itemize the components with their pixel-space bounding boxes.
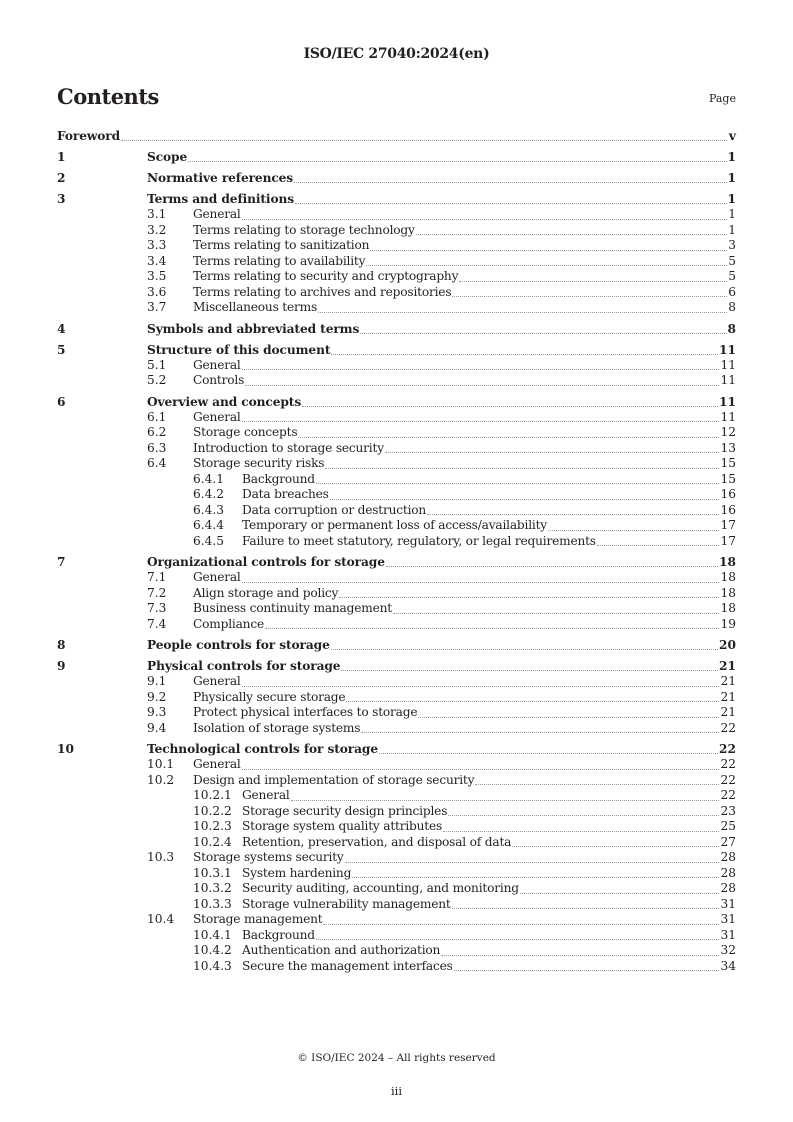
toc-entry-title[interactable]: Compliance xyxy=(193,616,264,631)
toc-entry-number: 10.1 xyxy=(147,757,175,771)
toc-entry-number: 9.1 xyxy=(147,674,167,688)
toc-entry[interactable] xyxy=(57,866,736,882)
toc-entry[interactable] xyxy=(57,788,736,804)
toc-entry-title[interactable]: Authentication and authorization xyxy=(242,943,441,957)
toc-entry-page[interactable]: 22 xyxy=(719,742,736,756)
toc-entry-page[interactable]: 11 xyxy=(720,373,736,387)
toc-entry-number: 3.1 xyxy=(147,207,167,221)
toc-entry-number: 6.4.3 xyxy=(193,502,225,517)
dot-leader xyxy=(339,596,719,598)
dot-leader xyxy=(316,482,720,484)
toc-entry-number: 6.4.4 xyxy=(193,518,225,532)
dot-leader xyxy=(418,716,719,718)
toc-entry[interactable] xyxy=(57,943,736,959)
toc-entry-title[interactable]: Align storage and policy xyxy=(193,585,339,600)
toc-entry-page[interactable]: 5 xyxy=(728,269,736,283)
toc-entry-number: 9 xyxy=(57,659,66,673)
toc-entry-page[interactable]: 16 xyxy=(720,502,736,517)
toc-entry-page[interactable]: 34 xyxy=(720,958,736,973)
dot-leader xyxy=(291,799,720,801)
dot-leader xyxy=(188,160,726,162)
toc-entry-page[interactable]: 13 xyxy=(720,440,736,455)
toc-entry-title[interactable]: Storage system quality attributes xyxy=(242,819,443,833)
toc-entry-number: 10.4.1 xyxy=(193,927,232,942)
toc-entry-page[interactable]: 18 xyxy=(720,585,736,600)
toc-entry-number: 5 xyxy=(57,342,66,357)
dot-leader xyxy=(385,451,720,453)
toc-entry-number: 3.5 xyxy=(147,269,167,283)
toc-entry-page[interactable]: 22 xyxy=(720,757,736,771)
dot-leader xyxy=(242,420,720,422)
toc-entry-page[interactable]: 1 xyxy=(727,171,736,185)
dot-leader xyxy=(121,139,727,141)
toc-entry-title[interactable]: Terms relating to archives and repositories xyxy=(193,284,452,299)
toc-entry[interactable] xyxy=(57,285,736,301)
toc-entry-page[interactable]: 22 xyxy=(720,720,736,735)
toc-entry-title[interactable]: Design and implementation of storage security xyxy=(193,772,475,787)
toc-entry-number: 3.6 xyxy=(147,284,167,299)
toc-entry-number: 10 xyxy=(57,742,74,756)
toc-entry[interactable] xyxy=(57,321,736,337)
toc-entry-page[interactable]: 32 xyxy=(720,943,736,957)
toc-entry-page[interactable]: 27 xyxy=(720,834,736,849)
toc-entry-page[interactable]: 21 xyxy=(720,705,736,719)
toc-entry-page[interactable]: 17 xyxy=(720,518,736,532)
toc-entry-title[interactable]: Failure to meet statutory, regulatory, or legal requirements xyxy=(242,533,596,548)
toc-entry-page[interactable]: 20 xyxy=(719,638,736,652)
toc-entry-title[interactable]: Storage systems security xyxy=(193,850,344,864)
toc-entry[interactable] xyxy=(57,503,736,519)
toc-entry-title[interactable]: Storage security design principles xyxy=(242,803,448,818)
dot-leader xyxy=(393,612,720,614)
toc-entry-title[interactable]: Technological controls for storage xyxy=(147,742,378,756)
toc-entry-page[interactable]: 8 xyxy=(727,321,736,336)
toc-entry-number: 6.4.2 xyxy=(193,487,225,501)
toc-entry-number: 10.2.1 xyxy=(193,788,232,802)
toc-entry-page[interactable]: 18 xyxy=(720,601,736,615)
toc-entry[interactable] xyxy=(57,410,736,426)
toc-entry-number: 3.4 xyxy=(147,253,167,268)
dot-leader xyxy=(459,280,727,282)
toc-entry[interactable] xyxy=(57,674,736,690)
toc-entry-number: 6.4.5 xyxy=(193,533,225,548)
toc-entry-title[interactable]: Terms relating to sanitization xyxy=(193,238,370,252)
toc-entry-title[interactable]: General xyxy=(193,570,241,584)
toc-entry[interactable] xyxy=(57,897,736,913)
toc-entry-number: 10.4.3 xyxy=(193,958,232,973)
toc-entry-title[interactable]: System hardening xyxy=(242,865,352,880)
dot-leader xyxy=(512,845,719,847)
toc-entry-title[interactable]: Physical controls for storage xyxy=(147,659,341,673)
dot-leader xyxy=(386,565,718,567)
toc-entry-title[interactable]: Physically secure storage xyxy=(193,689,346,704)
toc-entry-page[interactable]: 28 xyxy=(720,850,736,864)
contents-title: Contents xyxy=(57,84,159,109)
toc-entry-number: 7.2 xyxy=(147,585,167,600)
dot-leader xyxy=(242,768,720,770)
toc-entry-number: 3.2 xyxy=(147,222,167,237)
toc-entry-title[interactable]: Controls xyxy=(193,373,245,387)
toc-entry-number: 6.3 xyxy=(147,440,167,455)
toc-entry-page[interactable]: 31 xyxy=(720,927,736,942)
dot-leader xyxy=(345,861,720,863)
toc-entry[interactable] xyxy=(57,586,736,602)
toc-entry[interactable] xyxy=(57,456,736,472)
toc-entry[interactable] xyxy=(57,617,736,633)
dot-leader xyxy=(366,264,727,266)
toc-entry-number: 6.1 xyxy=(147,409,167,424)
toc-entry-title[interactable]: Storage security risks xyxy=(193,456,325,470)
toc-entry-page[interactable]: 8 xyxy=(728,300,736,314)
toc-entry-title[interactable]: General xyxy=(193,674,241,688)
toc-entry[interactable] xyxy=(57,959,736,975)
toc-entry-page[interactable]: 15 xyxy=(720,456,736,470)
toc-entry-title[interactable]: Secure the management interfaces xyxy=(242,958,453,973)
toc-entry[interactable] xyxy=(57,487,736,503)
toc-entry-title[interactable]: Business continuity management xyxy=(193,601,392,615)
dot-leader xyxy=(443,830,719,832)
toc-entry-page[interactable]: v xyxy=(728,129,736,143)
toc-entry[interactable] xyxy=(57,223,736,239)
toc-entry[interactable] xyxy=(57,721,736,737)
toc-entry-page[interactable]: 11 xyxy=(719,394,736,409)
toc-entry-number: 10.3 xyxy=(147,850,175,864)
toc-entry-number: 7 xyxy=(57,555,66,569)
toc-entry-title[interactable]: Terms relating to availability xyxy=(193,253,366,268)
dot-leader xyxy=(316,938,720,940)
toc-entry[interactable] xyxy=(57,554,736,570)
dot-leader xyxy=(242,685,720,687)
dot-leader xyxy=(245,384,719,386)
toc-entry[interactable] xyxy=(57,191,736,207)
dot-leader xyxy=(548,529,719,531)
dot-leader xyxy=(295,202,726,204)
toc-entry-title[interactable]: Overview and concepts xyxy=(147,394,302,409)
dot-leader xyxy=(242,368,720,370)
toc-entry[interactable] xyxy=(57,518,736,534)
toc-entry[interactable] xyxy=(57,850,736,866)
toc-entry-page[interactable]: 16 xyxy=(720,487,736,501)
toc-entry-title[interactable]: People controls for storage xyxy=(147,638,330,652)
dot-leader xyxy=(352,876,719,878)
toc-entry-page[interactable]: 21 xyxy=(719,659,736,673)
dot-leader xyxy=(331,353,718,355)
toc-entry-title[interactable]: Security auditing, accounting, and monitoring xyxy=(242,881,519,895)
dot-leader xyxy=(265,627,720,629)
toc-entry-title[interactable]: Structure of this document xyxy=(147,342,331,357)
toc-entry-number: 10.4 xyxy=(147,912,175,926)
toc-entry[interactable] xyxy=(57,269,736,285)
toc-entry[interactable] xyxy=(57,757,736,773)
toc-entry[interactable] xyxy=(57,425,736,441)
dot-leader xyxy=(475,783,719,785)
dot-leader xyxy=(341,669,718,671)
toc-entry[interactable] xyxy=(57,441,736,457)
toc-entry-page[interactable]: 1 xyxy=(728,207,736,221)
toc-entry-title[interactable]: General xyxy=(193,409,241,424)
toc-entry[interactable] xyxy=(57,394,736,410)
toc-entry[interactable] xyxy=(57,912,736,928)
toc-entry-page[interactable]: 11 xyxy=(720,357,736,372)
toc-entry-page[interactable]: 19 xyxy=(720,616,736,631)
toc-entry-title[interactable]: Temporary or permanent loss of access/availability xyxy=(242,518,547,532)
toc-entry-page[interactable]: 25 xyxy=(720,819,736,833)
toc-entry-page[interactable]: 5 xyxy=(728,253,736,268)
toc-entry-number: 10.4.2 xyxy=(193,943,232,957)
toc-entry-number: 3.3 xyxy=(147,238,167,252)
toc-entry[interactable] xyxy=(57,472,736,488)
toc-entry-title[interactable]: Organizational controls for storage xyxy=(147,555,385,569)
toc-entry[interactable] xyxy=(57,690,736,706)
dot-leader xyxy=(452,295,727,297)
document-header: ISO/IEC 27040:2024(en) xyxy=(303,46,490,62)
toc-entry-title[interactable]: General xyxy=(193,357,241,372)
toc-entry-title[interactable]: Storage vulnerability management xyxy=(242,896,451,911)
toc-entry[interactable] xyxy=(57,835,736,851)
toc-entry-title[interactable]: Protect physical interfaces to storage xyxy=(193,705,418,719)
toc-entry-page[interactable]: 12 xyxy=(720,425,736,439)
toc-entry-title[interactable]: Terms and definitions xyxy=(147,192,295,206)
dot-leader xyxy=(597,544,720,546)
toc-entry-number: 9.2 xyxy=(147,689,167,704)
toc-entry-title[interactable]: Storage management xyxy=(193,912,323,926)
toc-entry-page[interactable]: 21 xyxy=(720,674,736,688)
toc-entry-page[interactable]: 15 xyxy=(720,471,736,486)
toc-entry-page[interactable]: 11 xyxy=(720,409,736,424)
toc-entry-number: 10.2 xyxy=(147,772,175,787)
toc-entry-page[interactable]: 6 xyxy=(728,284,736,299)
toc-entry[interactable] xyxy=(57,928,736,944)
toc-entry-title[interactable]: Symbols and abbreviated terms xyxy=(147,321,360,336)
toc-entry[interactable] xyxy=(57,342,736,358)
dot-leader xyxy=(330,498,720,500)
toc-entry[interactable] xyxy=(57,207,736,223)
toc-entry-title[interactable]: Foreword xyxy=(57,129,121,143)
toc-entry-page[interactable]: 1 xyxy=(727,192,736,206)
dot-leader xyxy=(379,752,718,754)
toc-entry-title[interactable]: Isolation of storage systems xyxy=(193,720,361,735)
toc-entry-number: 6 xyxy=(57,394,66,409)
toc-entry[interactable] xyxy=(57,300,736,316)
toc-entry[interactable] xyxy=(57,804,736,820)
dot-leader xyxy=(441,954,719,956)
toc-entry-number: 5.2 xyxy=(147,373,167,387)
dot-leader xyxy=(294,181,726,183)
dot-leader xyxy=(370,249,727,251)
toc-entry-number: 7.1 xyxy=(147,570,167,584)
toc-entry[interactable] xyxy=(57,570,736,586)
toc-entry[interactable] xyxy=(57,373,736,389)
dot-leader xyxy=(302,405,718,407)
toc-entry[interactable] xyxy=(57,170,736,186)
toc-entry-title[interactable]: General xyxy=(193,207,241,221)
toc-entry-page[interactable]: 21 xyxy=(720,689,736,704)
toc-entry[interactable] xyxy=(57,358,736,374)
toc-entry-title[interactable]: Terms relating to security and cryptography xyxy=(193,269,459,283)
toc-entry-page[interactable]: 28 xyxy=(720,865,736,880)
toc-entry-title[interactable]: Introduction to storage security xyxy=(193,440,384,455)
toc-entry-number: 7.4 xyxy=(147,616,167,631)
toc-entry-number: 3.7 xyxy=(147,300,167,314)
dot-leader xyxy=(416,233,727,235)
toc-entry-number: 10.2.2 xyxy=(193,803,232,818)
toc-entry[interactable] xyxy=(57,254,736,270)
dot-leader xyxy=(427,513,719,515)
toc-entry-title[interactable]: Retention, preservation, and disposal of data xyxy=(242,834,512,849)
toc-entry-page[interactable]: 18 xyxy=(719,555,736,569)
toc-entry-number: 6.4.1 xyxy=(193,471,225,486)
toc-entry[interactable] xyxy=(57,534,736,550)
dot-leader xyxy=(298,436,719,438)
toc-entry-page[interactable]: 1 xyxy=(728,222,736,237)
toc-entry[interactable] xyxy=(57,601,736,617)
toc-entry-page[interactable]: 31 xyxy=(720,896,736,911)
toc-entry[interactable] xyxy=(57,128,736,144)
toc-entry-title[interactable]: Background xyxy=(242,471,315,486)
toc-entry-title[interactable]: Normative references xyxy=(147,171,294,185)
dot-leader xyxy=(454,969,720,971)
dot-leader xyxy=(361,731,719,733)
dot-leader xyxy=(520,892,720,894)
table-of-contents xyxy=(57,128,736,974)
toc-entry[interactable] xyxy=(57,658,736,674)
toc-entry[interactable] xyxy=(57,238,736,254)
toc-entry-number: 10.3.1 xyxy=(193,865,232,880)
dot-leader xyxy=(331,648,718,650)
toc-entry-number: 6.4 xyxy=(147,456,167,470)
toc-entry[interactable] xyxy=(57,881,736,897)
toc-entry-page[interactable]: 23 xyxy=(720,803,736,818)
toc-entry-page[interactable]: 22 xyxy=(720,788,736,802)
toc-entry-page[interactable]: 1 xyxy=(727,150,736,164)
dot-leader xyxy=(318,311,727,313)
toc-entry-page[interactable]: 18 xyxy=(720,570,736,584)
toc-entry-number: 7.3 xyxy=(147,601,167,615)
dot-leader xyxy=(452,907,720,909)
toc-entry-page[interactable]: 28 xyxy=(720,881,736,895)
dot-leader xyxy=(323,923,719,925)
toc-entry-title[interactable]: Data corruption or destruction xyxy=(242,502,427,517)
toc-entry-title[interactable]: Terms relating to storage technology xyxy=(193,222,415,237)
toc-entry[interactable] xyxy=(57,637,736,653)
toc-entry-number: 10.2.3 xyxy=(193,819,232,833)
dot-leader xyxy=(325,467,719,469)
toc-entry-number: 2 xyxy=(57,171,66,185)
toc-entry-number: 5.1 xyxy=(147,357,167,372)
dot-leader xyxy=(360,332,726,334)
toc-entry[interactable] xyxy=(57,741,736,757)
toc-entry-page[interactable]: 17 xyxy=(720,533,736,548)
toc-entry-title[interactable]: General xyxy=(193,757,241,771)
dot-leader xyxy=(242,581,720,583)
toc-entry-title[interactable]: Storage concepts xyxy=(193,425,298,439)
toc-entry-title[interactable]: Background xyxy=(242,927,315,942)
toc-entry-number: 10.2.4 xyxy=(193,834,232,849)
page-column-label: Page xyxy=(708,92,736,105)
toc-entry[interactable] xyxy=(57,819,736,835)
toc-entry-title[interactable]: Miscellaneous terms xyxy=(193,300,318,314)
toc-entry-page[interactable]: 11 xyxy=(719,342,736,357)
toc-entry[interactable] xyxy=(57,149,736,165)
toc-entry-number: 3 xyxy=(57,192,66,206)
toc-entry-number: 10.3.2 xyxy=(193,881,232,895)
toc-entry-number: 9.3 xyxy=(147,705,167,719)
toc-entry-number: 8 xyxy=(57,638,66,652)
toc-entry-number: 10.3.3 xyxy=(193,896,232,911)
toc-entry-number: 9.4 xyxy=(147,720,167,735)
toc-entry[interactable] xyxy=(57,773,736,789)
toc-entry-title[interactable]: Data breaches xyxy=(242,487,329,501)
toc-entry-number: 6.2 xyxy=(147,425,167,439)
toc-entry-number: 4 xyxy=(57,321,66,336)
toc-entry-page[interactable]: 22 xyxy=(720,772,736,787)
dot-leader xyxy=(448,814,719,816)
dot-leader xyxy=(346,700,719,702)
dot-leader xyxy=(242,218,727,220)
toc-entry-page[interactable]: 31 xyxy=(720,912,736,926)
toc-entry-number: 1 xyxy=(57,150,66,164)
toc-entry[interactable] xyxy=(57,705,736,721)
page-number: iii xyxy=(390,1084,403,1098)
toc-entry-page[interactable]: 3 xyxy=(728,238,736,252)
toc-entry-title[interactable]: Scope xyxy=(147,150,188,164)
toc-entry-title[interactable]: General xyxy=(242,788,290,802)
copyright-footer: © ISO/IEC 2024 – All rights reserved xyxy=(297,1052,496,1064)
